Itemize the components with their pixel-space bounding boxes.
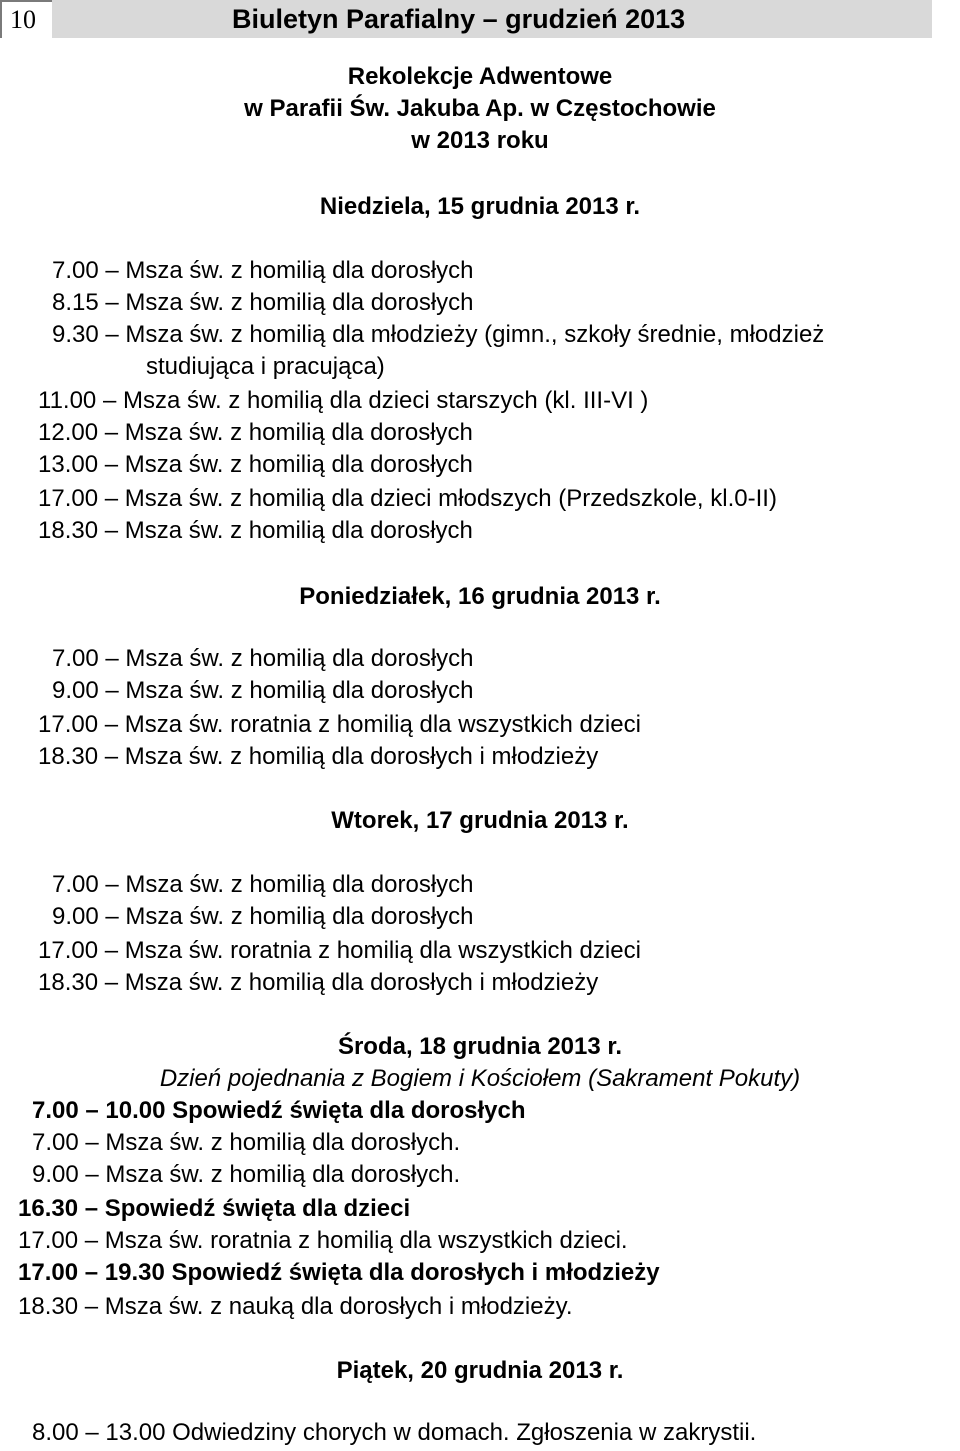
page-number: 10 xyxy=(0,0,52,38)
day-heading-sunday: Niedziela, 15 grudnia 2013 r. xyxy=(319,193,641,220)
schedule-item: 9.00 – Msza św. z homilią dla dorosłych. xyxy=(32,1161,461,1188)
day-heading-monday: Poniedziałek, 16 grudnia 2013 r. xyxy=(299,583,661,610)
schedule-item: 18.30 – Msza św. z homilią dla dorosłych i młodzieży xyxy=(38,743,599,770)
schedule-item-continuation: studiująca i pracująca) xyxy=(146,353,385,380)
schedule-item: 11.00 – Msza św. z homilią dla dzieci starszych (kl. III-VI ) xyxy=(38,387,649,414)
page-header xyxy=(0,0,932,38)
schedule-item: 17.00 – Msza św. roratnia z homilią dla wszystkich dzieci. xyxy=(18,1227,628,1254)
title-line-3: w 2013 roku xyxy=(411,127,549,154)
schedule-item: 17.00 – Msza św. z homilią dla dzieci młodszych (Przedszkole, kl.0-II) xyxy=(38,485,777,512)
schedule-item: 12.00 – Msza św. z homilią dla dorosłych xyxy=(38,419,473,446)
schedule-item: 16.30 – Spowiedź święta dla dzieci xyxy=(18,1195,411,1222)
schedule-item: 7.00 – Msza św. z homilią dla dorosłych xyxy=(52,871,474,898)
schedule-item: 18.30 – Msza św. z homilią dla dorosłych xyxy=(38,517,473,544)
schedule-item: 18.30 – Msza św. z nauką dla dorosłych i młodzieży. xyxy=(18,1293,573,1320)
schedule-item: 17.00 – 19.30 Spowiedź święta dla dorosłych i młodzieży xyxy=(18,1259,660,1286)
title-line-2: w Parafii Św. Jakuba Ap. w Częstochowie xyxy=(244,95,716,122)
schedule-item: 7.00 – Msza św. z homilią dla dorosłych. xyxy=(32,1129,461,1156)
schedule-item: 18.30 – Msza św. z homilią dla dorosłych i młodzieży xyxy=(38,969,599,996)
schedule-item: 8.00 – 13.00 Odwiedziny chorych w domach. Zgłoszenia w zakrystii. xyxy=(32,1419,757,1446)
schedule-item: 7.00 – Msza św. z homilią dla dorosłych xyxy=(52,257,474,284)
schedule-item: 7.00 – 10.00 Spowiedź święta dla dorosłych xyxy=(32,1097,526,1124)
schedule-item: 9.00 – Msza św. z homilią dla dorosłych xyxy=(52,903,474,930)
bulletin-title: Biuletyn Parafialny – grudzień 2013 xyxy=(52,0,932,38)
day-subheading-wednesday: Dzień pojednania z Bogiem i Kościołem (Sakrament Pokuty) xyxy=(159,1065,801,1092)
schedule-item: 17.00 – Msza św. roratnia z homilią dla wszystkich dzieci xyxy=(38,711,641,738)
day-heading-friday: Piątek, 20 grudnia 2013 r. xyxy=(336,1357,624,1384)
day-heading-wednesday: Środa, 18 grudnia 2013 r. xyxy=(337,1033,623,1060)
schedule-item: 9.30 – Msza św. z homilią dla młodzieży (gimn., szkoły średnie, młodzież xyxy=(52,321,825,348)
schedule-item: 8.15 – Msza św. z homilią dla dorosłych xyxy=(52,289,474,316)
title-line-1: Rekolekcje Adwentowe xyxy=(347,63,613,90)
day-heading-tuesday: Wtorek, 17 grudnia 2013 r. xyxy=(331,807,629,834)
schedule-item: 13.00 – Msza św. z homilią dla dorosłych xyxy=(38,451,473,478)
schedule-item: 7.00 – Msza św. z homilią dla dorosłych xyxy=(52,645,474,672)
schedule-item: 17.00 – Msza św. roratnia z homilią dla wszystkich dzieci xyxy=(38,937,641,964)
schedule-item: 9.00 – Msza św. z homilią dla dorosłych xyxy=(52,677,474,704)
